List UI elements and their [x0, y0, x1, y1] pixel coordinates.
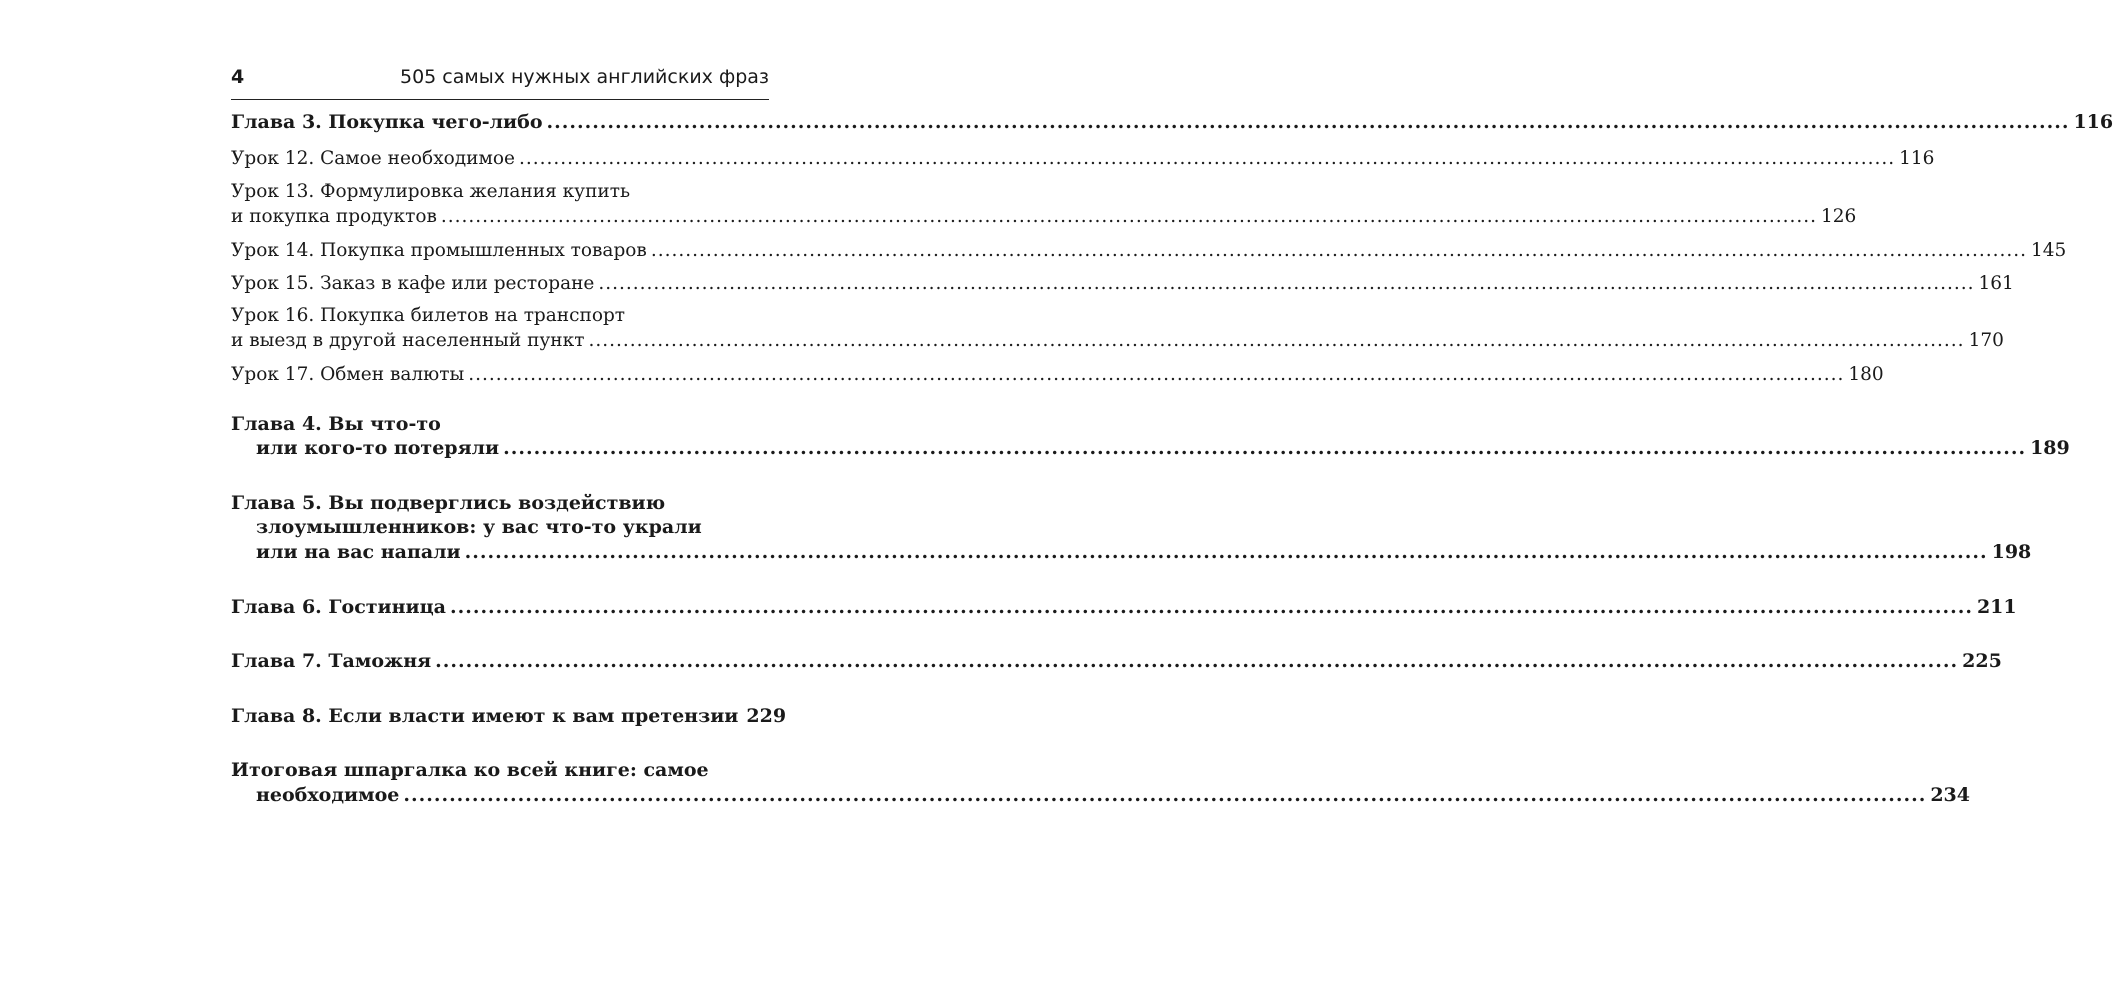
dot-leader: [450, 593, 1973, 621]
dot-leader: [588, 327, 1964, 355]
toc-entry-chapter-3: [231, 108, 2113, 136]
dot-leader: [403, 781, 1926, 809]
toc-entry-title: Глава 5. Вы подверглись воздействию: [231, 492, 666, 514]
toc-entry-lesson-13-line-1: [231, 178, 769, 206]
toc-entry-title: и покупка продуктов: [231, 206, 437, 227]
toc-entry-chapter-5-line-3: [256, 538, 2032, 566]
running-head: [231, 62, 769, 96]
toc-entry-title: Глава 8. Если власти имеют к вам претензии: [231, 705, 739, 727]
toc-entry-page: 211: [1976, 596, 2017, 618]
toc-entry-lesson-13-line-2: [231, 203, 1857, 231]
toc-entry-title: Урок 17. Обмен валюты: [231, 364, 465, 385]
toc-entry-chapter-8: [231, 702, 787, 730]
toc-entry-page: 145: [2030, 240, 2067, 261]
toc-entry-chapter-6: [231, 593, 2017, 621]
dot-leader: [547, 108, 2070, 136]
toc-entry-chapter-5-line-2: [256, 513, 769, 541]
toc-entry-page: 180: [1848, 364, 1884, 385]
toc-entry-chapter-7: [231, 647, 2002, 675]
toc-entry-page: 234: [1930, 784, 1970, 806]
toc-entry-title: Урок 16. Покупка билетов на транспорт: [231, 305, 626, 326]
dot-leader: [435, 647, 1958, 675]
toc-entry-page: 225: [1962, 650, 2002, 672]
toc-entry-title: Глава 3. Покупка чего-либо: [231, 111, 543, 133]
dot-leader: [651, 237, 2027, 265]
toc-entry-cheat-sheet-line-1: [231, 756, 769, 784]
toc-entry-lesson-16-line-1: [231, 302, 769, 330]
dot-leader: [465, 538, 1988, 566]
toc-entry-lesson-14: [231, 237, 2067, 265]
dot-leader: [468, 361, 1844, 389]
toc-entry-page: 116: [1899, 148, 1935, 169]
toc-entry-lesson-12: [231, 145, 1935, 173]
toc-entry-title: Урок 14. Покупка промышленных товаров: [231, 240, 647, 261]
toc-entry-page: 198: [1991, 541, 2032, 563]
toc-entry-title: или на вас напали: [256, 541, 461, 563]
dot-leader: [441, 203, 1817, 231]
toc-entry-title: или кого-то потеряли: [256, 437, 500, 459]
toc-entry-page: 116: [2073, 111, 2113, 133]
toc-entry-page: 170: [1968, 330, 2004, 351]
book-title: 505 самых нужных английских фраз: [400, 66, 769, 88]
toc-entry-title: Глава 7. Таможня: [231, 650, 432, 672]
toc-entry-title: Итоговая шпаргалка ко всей книге: самое: [231, 759, 709, 781]
toc-entry-title: злоумышленников: у вас что-то украли: [256, 516, 702, 538]
toc-entry-lesson-15: [231, 270, 2014, 298]
toc-entry-title: Глава 4. Вы что-то: [231, 413, 441, 435]
toc-entry-cheat-sheet-line-2: [256, 781, 1970, 809]
toc-entry-lesson-16-line-2: [231, 327, 2004, 355]
toc-entry-title: Урок 15. Заказ в кафе или ресторане: [231, 273, 595, 294]
dot-leader: [519, 145, 1895, 173]
dot-leader: [598, 270, 1974, 298]
toc-entry-title: Глава 6. Гостиница: [231, 596, 446, 618]
dot-leader: [503, 434, 2026, 462]
page-number: 4: [231, 66, 245, 88]
header-rule: [231, 99, 769, 100]
toc-entry-chapter-4-line-2: [256, 434, 2070, 462]
toc-entry-page: 126: [1821, 206, 1857, 227]
toc-entry-page: 161: [1978, 273, 2014, 294]
toc-entry-title: Урок 13. Формулировка желания купить: [231, 181, 631, 202]
toc-entry-title: Урок 12. Самое необходимое: [231, 148, 515, 169]
toc-entry-title: необходимое: [256, 784, 400, 806]
toc-entry-lesson-17: [231, 361, 1884, 389]
toc-entry-page: 189: [2030, 437, 2070, 459]
toc-entry-page: 229: [746, 705, 787, 727]
toc-entry-title: и выезд в другой населенный пункт: [231, 330, 585, 351]
